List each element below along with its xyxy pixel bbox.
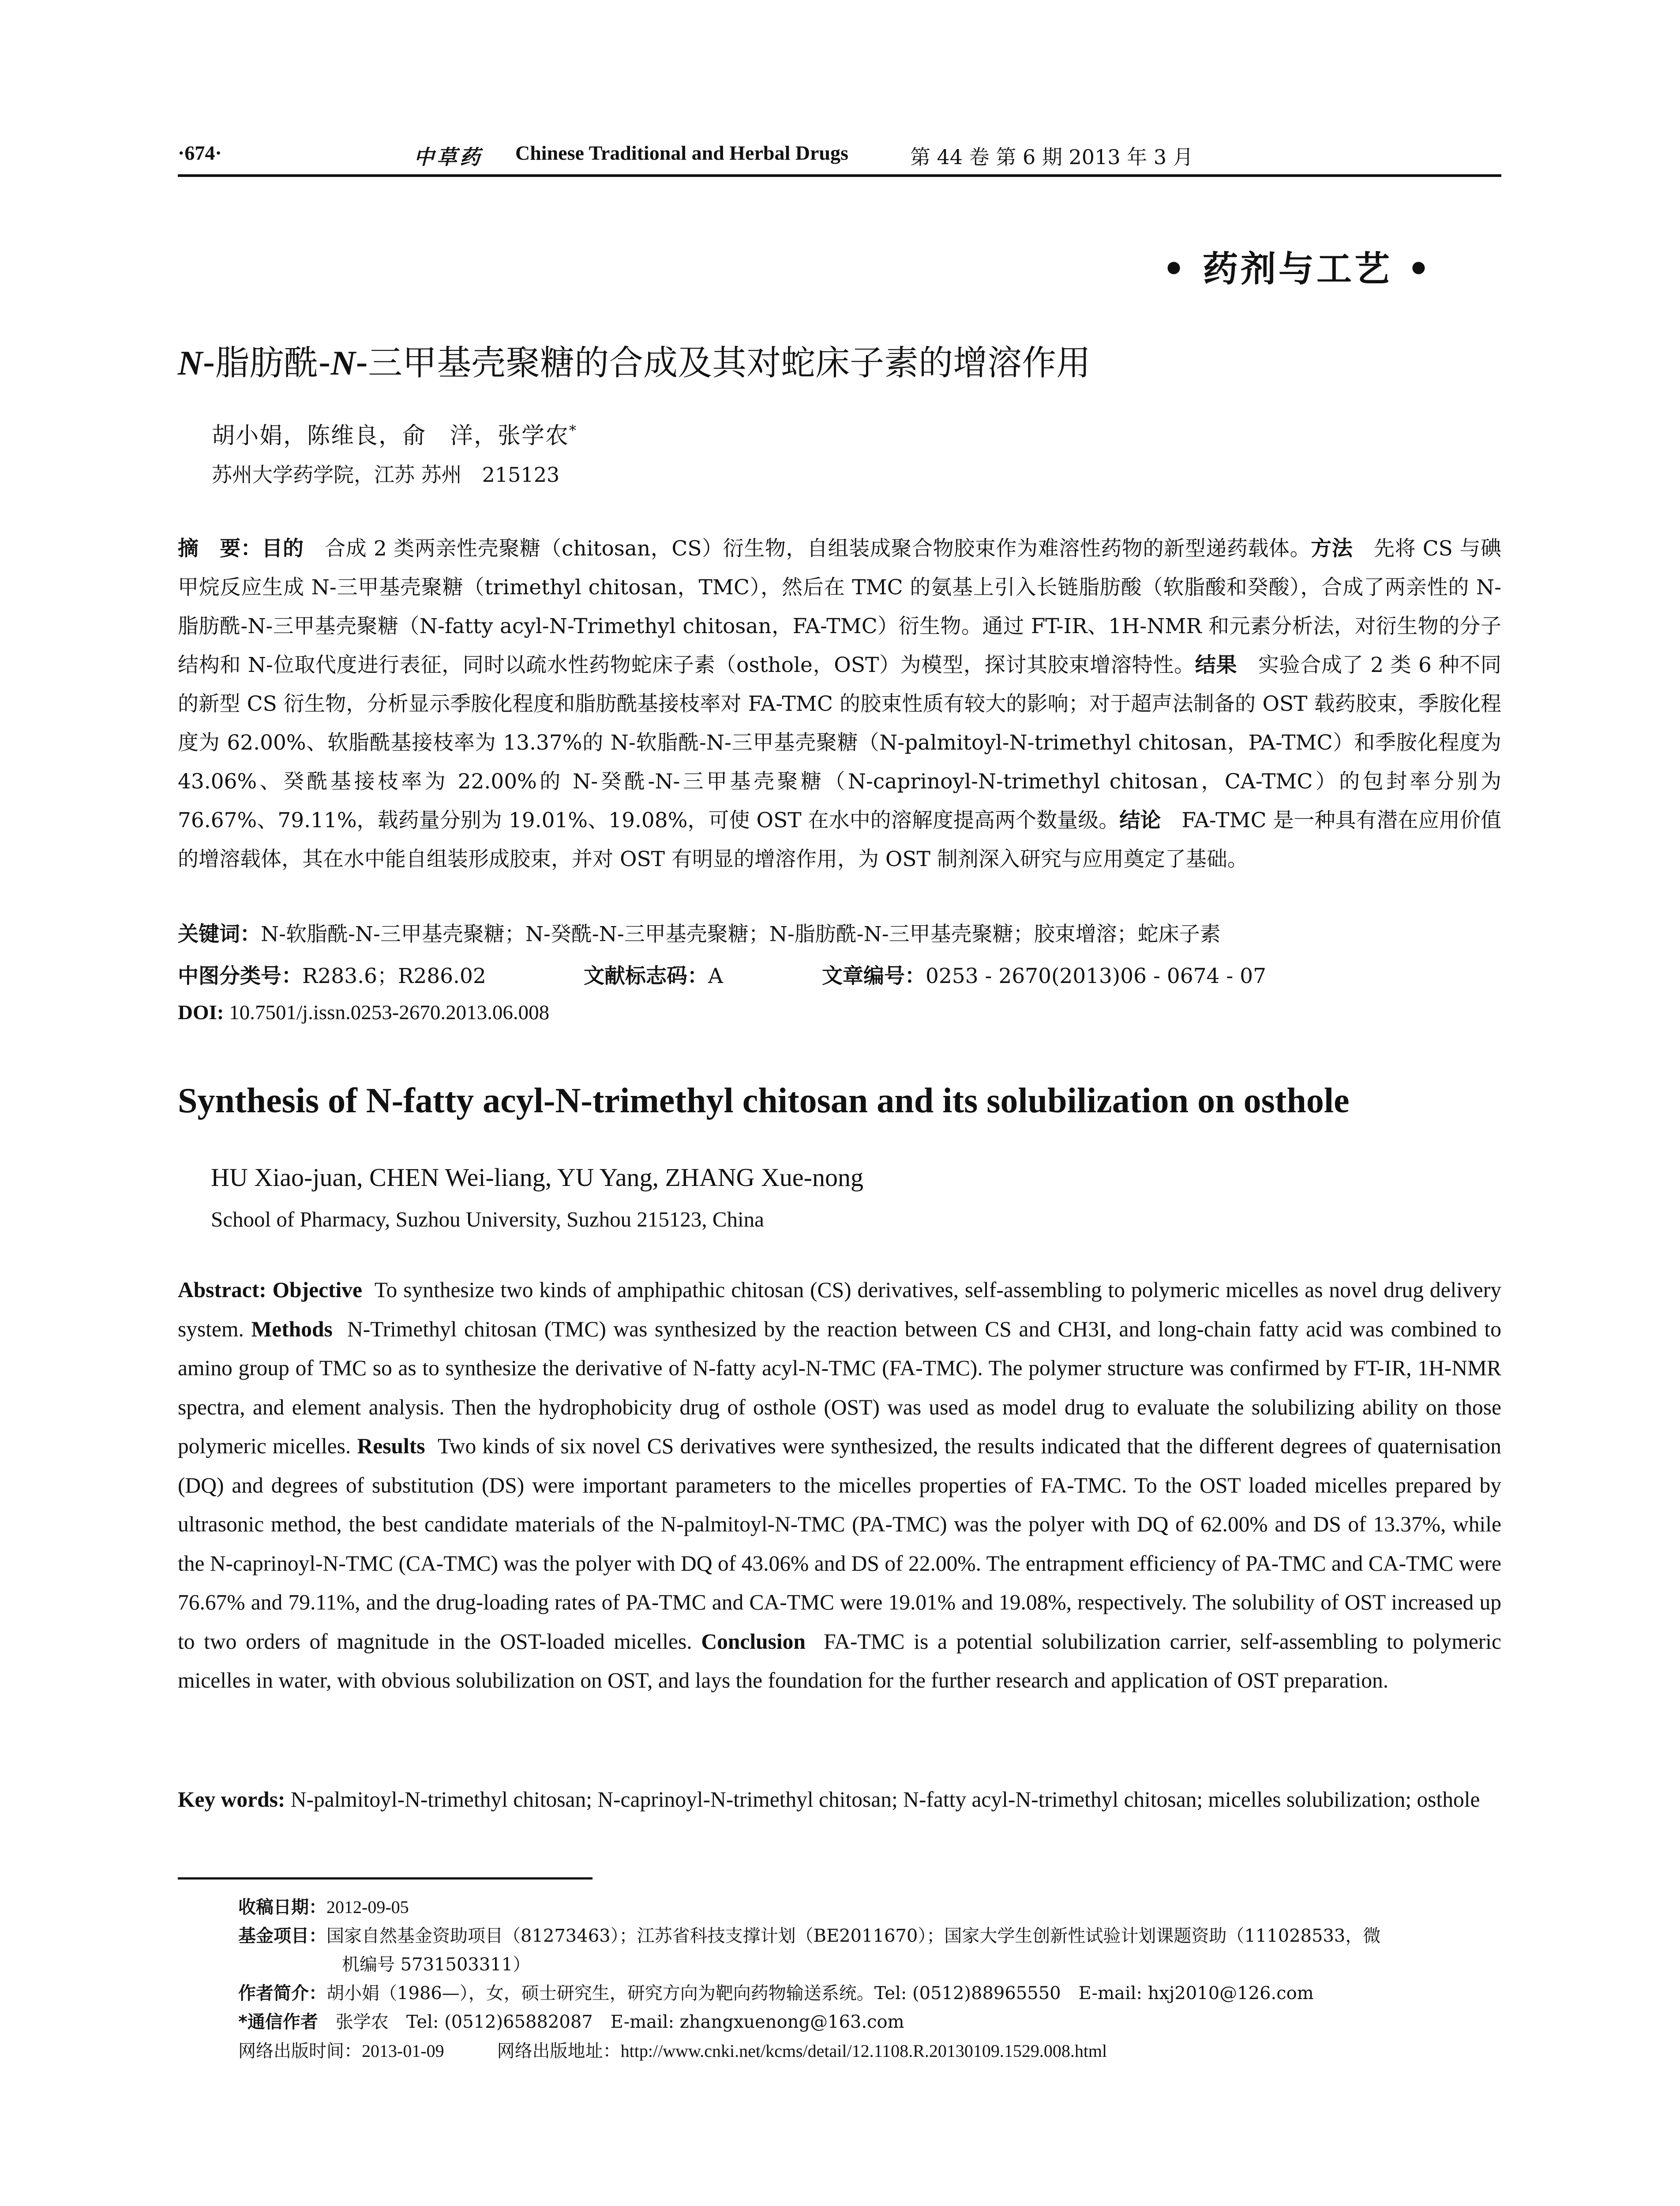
online-publication: 网络出版时间：2013-01-09 网络出版地址：http://www.cnki.net/kcms/detail/12.1108.R.20130109.1529.008.html xyxy=(238,2041,1107,2061)
chinese-abstract: 摘 要：目的 合成 2 类两亲性壳聚糖（chitosan，CS）衍生物，自组装成聚合物胶束作为难溶性药物的新型递药载体。方法 先将 CS 与碘甲烷反应生成 N-三甲基壳聚糖（trimethyl chitosan，TMC），然后在 TMC 的氨基上引入长链脂肪酸（软脂酸和癸酸），合成了两亲性的 N-脂肪酰-N-三甲基壳聚糖（N-fatty acyl-N-Trimethyl chitosan，FA-TMC）衍生物。通过 FT-IR、1H-NMR 和元素分析法，对衍生物的分子结构和 N-位取代度进行表征，同时以疏水性药物蛇床子素（osthole，OST）为模型，探讨其胶束增溶特性。结果 实验合成了 2 类 6 种不同的新型 CS 衍生物，分析显示季胺化程度和脂肪酰基接枝率对 FA-TMC 的胶束性质有较大的影响；对于超声法制备的 OST 载药胶束，季胺化程度为 62.00%、软脂酰基接枝率为 13.37%的 N-软脂酰-N-三甲基壳聚糖（N-palmitoyl-N-trimethyl chitosan，PA-TMC）和季胺化程度为 43.06%、癸酰基接枝率为 22.00%的 N-癸酰-N-三甲基壳聚糖（N-caprinoyl-N-trimethyl chitosan，CA-TMC）的包封率分别为 76.67%、79.11%，载药量分别为 19.01%、19.08%，可使 OST 在水中的溶解度提高两个数量级。结论 FA-TMC 是一种具有潜在应用价值的增溶载体，其在水中能自组装形成胶束，并对 OST 有明显的增溶作用，为 OST 制剂深入研究与应用奠定了基础。 xyxy=(178,536,1501,871)
abstract-label-en: Abstract: xyxy=(178,1278,266,1302)
footnote-rule xyxy=(178,1877,592,1880)
abstract-label: 摘 要： xyxy=(178,536,262,561)
english-authors: HU Xiao-juan, CHEN Wei-liang, YU Yang, ZHANG Xue-nong xyxy=(211,1163,863,1192)
chinese-title: N-脂肪酰-N-三甲基壳聚糖的合成及其对蛇床子素的增溶作用 xyxy=(178,343,1091,383)
english-affiliation: School of Pharmacy, Suzhou University, Suzhou 215123, China xyxy=(211,1207,764,1231)
doi: DOI: 10.7501/j.issn.0253-2670.2013.06.008 xyxy=(178,1001,550,1024)
chinese-keywords: 关键词：N-软脂酰-N-三甲基壳聚糖；N-癸酰-N-三甲基壳聚糖；N-脂肪酰-N-三甲基壳聚糖；胶束增溶；蛇床子素 xyxy=(178,922,1221,946)
section-tag: • 药剂与工艺 • xyxy=(1162,248,1432,289)
header-rule xyxy=(178,174,1501,177)
fund-info: 基金项目：国家自然基金资助项目（81273463）；江苏省科技支撑计划（BE2011670）；国家大学生创新性试验计划课题资助（111028533，微 xyxy=(238,1926,1381,1946)
page-number: ·674· xyxy=(178,142,222,164)
english-title: Synthesis of N-fatty acyl-N-trimethyl chitosan and its solubilization on osthole xyxy=(178,1081,1350,1120)
journal-name-cn: 中草药 xyxy=(414,145,483,169)
received-date: 收稿日期：2012-09-05 xyxy=(238,1897,409,1917)
corresponding-author: *通信作者 张学农 Tel: (0512)65882087 E-mail: zhangxuenong@163.com xyxy=(238,2012,904,2032)
chinese-authors: 胡小娟，陈维良，俞 洋，张学农* xyxy=(212,422,578,449)
english-abstract: Abstract: Objective To synthesize two kinds of amphipathic chitosan (CS) derivatives, self-assembling to polymeric micelles as novel drug delivery system. Methods N-Trimethyl chitosan (TMC) was synthesized by the reaction between CS and CH3I, and long-chain fatty acid was combined to amino group of TMC so as to synthesize the derivative of N-fatty acyl-N-TMC (FA-TMC). The polymer structure was confirmed by FT-IR, 1H-NMR spectra, and element analysis. Then the hydrophobicity drug of osthole (OST) was used as model drug to evaluate the solubilizing ability on those polymeric micelles. Results Two kinds of six novel CS derivatives were synthesized, the results indicated that the different degrees of quaternisation (DQ) and degrees of substitution (DS) were important parameters to the micelles properties of FA-TMC. To the OST loaded micelles prepared by ultrasonic method, the best candidate materials of the N-palmitoyl-N-TMC (PA-TMC) was the polyer with DQ of 62.00% and DS of 13.37%, while the N-caprinoyl-N-TMC (CA-TMC) was the polyer with DQ of 43.06% and DS of 22.00%. The entrapment efficiency of PA-TMC and CA-TMC were 76.67% and 79.11%, and the drug-loading rates of PA-TMC and CA-TMC were 19.01% and 19.08%, respectively. The solubility of OST increased up to two orders of magnitude in the OST-loaded micelles. Conclusion FA-TMC is a potential solubilization carrier, self-assembling to polymeric micelles in water, with obvious solubilization on OST, and lays the foundation for the further research and application of OST preparation. xyxy=(178,1278,1502,1692)
chinese-affiliation: 苏州大学药学院，江苏 苏州 215123 xyxy=(212,463,560,487)
english-keywords: Key words: N-palmitoyl-N-trimethyl chitosan; N-caprinoyl-N-trimethyl chitosan; N-fatty acyl-N-trimethyl chitosan; micelles solubilization; osthole xyxy=(178,1787,1480,1812)
journal-name-en: Chinese Traditional and Herbal Drugs xyxy=(515,142,848,164)
issue-info: 第 44 卷 第 6 期 2013 年 3 月 xyxy=(910,145,1193,169)
author-bio: 作者简介：胡小娟（1986—），女，硕士研究生，研究方向为靶向药物输送系统。Tel: (0512)88965550 E-mail: hxj2010@126.com xyxy=(238,1983,1314,2003)
fund-info-continued: 机编号 5731503311） xyxy=(342,1955,531,1975)
running-header xyxy=(178,141,1501,172)
footnotes xyxy=(238,1893,1501,2066)
